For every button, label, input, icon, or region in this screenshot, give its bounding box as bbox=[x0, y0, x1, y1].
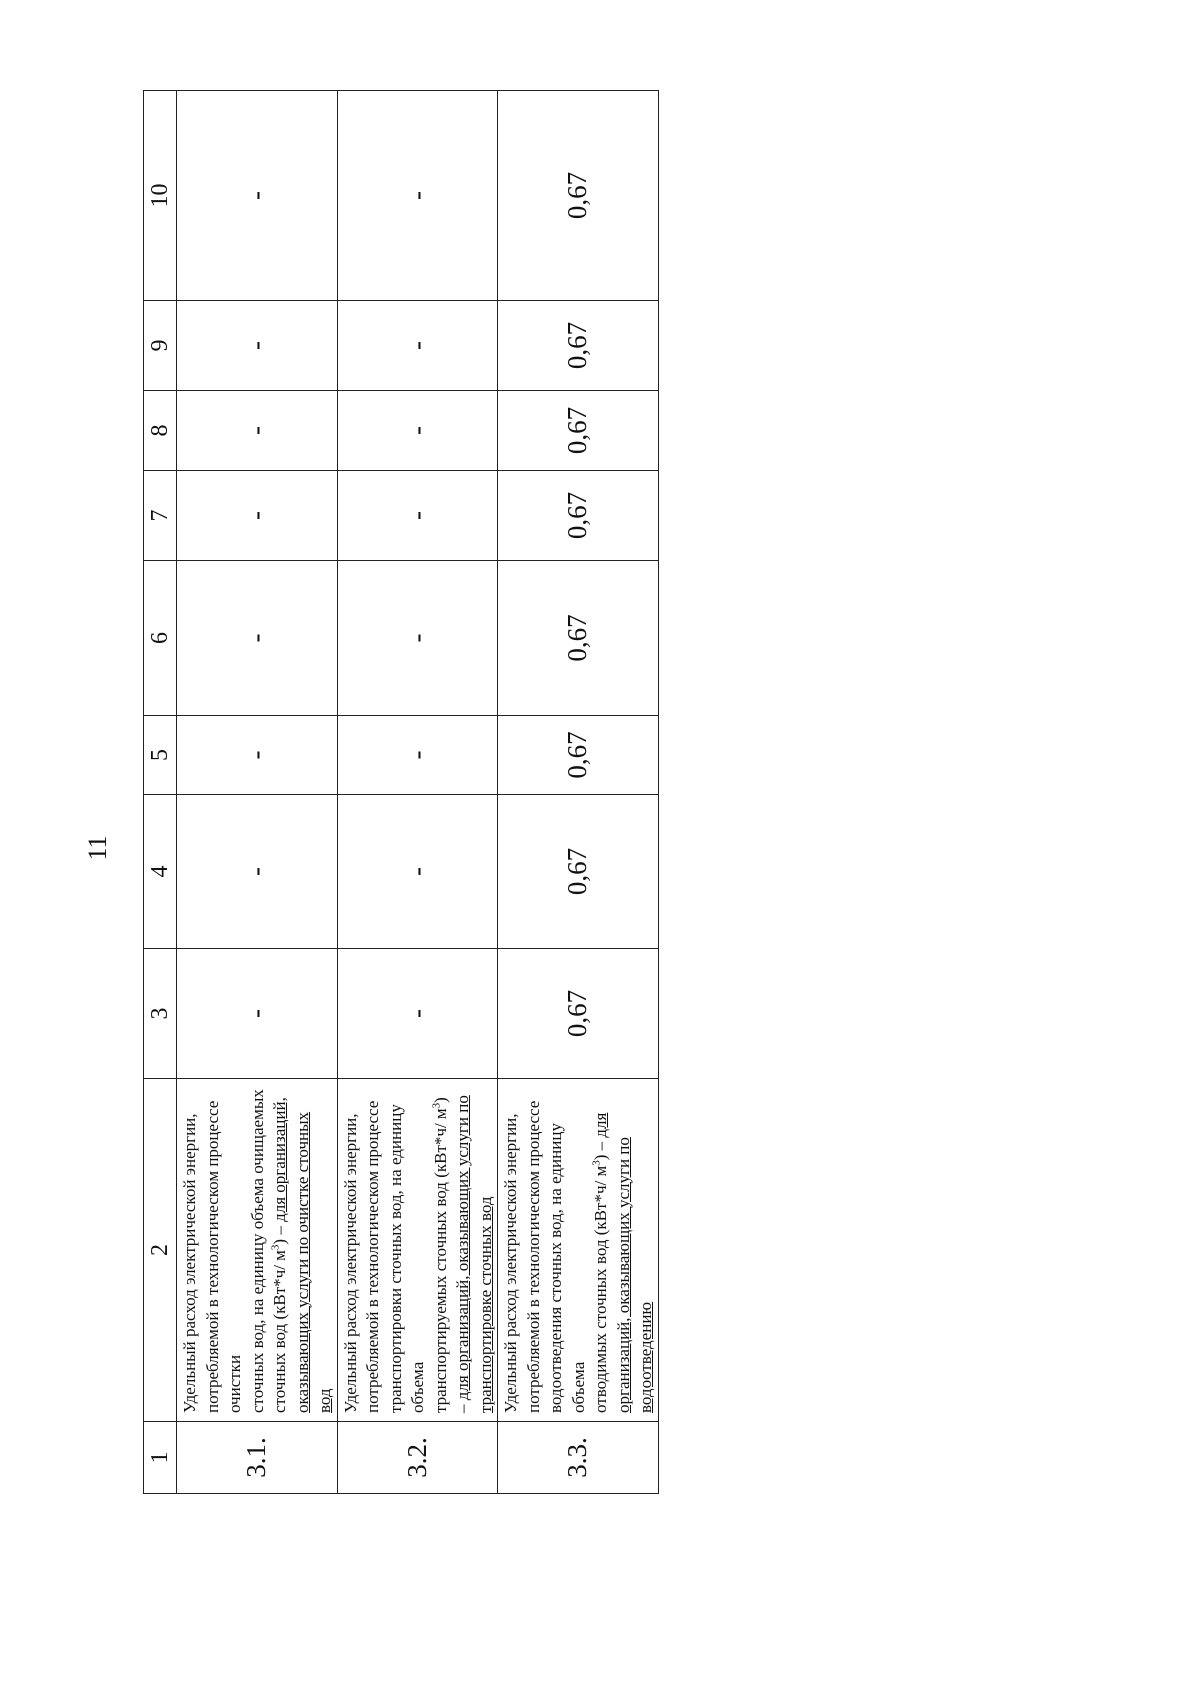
value-cell: - bbox=[337, 391, 498, 471]
value-cell: - bbox=[177, 471, 338, 561]
desc-line: потребляемой в технологическом процессе bbox=[523, 1100, 543, 1413]
desc-line: потребляемой в технологическом процессе очистки bbox=[202, 1100, 244, 1413]
header-row bbox=[144, 91, 177, 1494]
value-cell: 0,67 bbox=[498, 91, 659, 301]
desc-text: ) – bbox=[591, 1137, 610, 1161]
value-cell: - bbox=[337, 91, 498, 301]
row-number: 3.2. bbox=[337, 1422, 498, 1494]
value-cell: 0,67 bbox=[498, 391, 659, 471]
value-cell: 0,67 bbox=[498, 301, 659, 391]
desc-text: отводимых сточных вод (кВт*ч/ м bbox=[591, 1165, 610, 1413]
indicator-table bbox=[143, 90, 659, 1494]
value-cell: - bbox=[177, 716, 338, 795]
row-description bbox=[498, 1079, 659, 1422]
desc-line: водоотведения сточных вод, на единицу объема bbox=[546, 1123, 588, 1413]
desc-line: транспортировки сточных вод, на единицу объема bbox=[385, 1104, 427, 1413]
value-cell: - bbox=[177, 949, 338, 1079]
value-cell: 0,67 bbox=[498, 471, 659, 561]
value-cell: - bbox=[337, 301, 498, 391]
value-cell: - bbox=[177, 91, 338, 301]
desc-line: потребляемой в технологическом процессе bbox=[363, 1100, 382, 1413]
value-cell: - bbox=[337, 716, 498, 795]
page-number: 11 bbox=[83, 835, 112, 861]
header-cell: 1 bbox=[144, 1422, 177, 1494]
desc-underlined: для организаций, оказывающих услуги по очистке сточных вод bbox=[270, 1097, 334, 1413]
unit-superscript: 3 bbox=[590, 1160, 603, 1166]
row-description bbox=[177, 1079, 338, 1422]
value-cell: - bbox=[177, 795, 338, 949]
desc-text: ) – bbox=[270, 1221, 289, 1245]
table-row bbox=[498, 91, 659, 1494]
value-cell: 0,67 bbox=[498, 949, 659, 1079]
table-row bbox=[337, 91, 498, 1494]
desc-line: Удельный расход электрической энергии, bbox=[501, 1113, 520, 1413]
desc-underlined: для организаций, оказывающих услуги по водоотведению bbox=[591, 1112, 655, 1413]
value-cell: - bbox=[337, 561, 498, 716]
value-cell: - bbox=[177, 561, 338, 716]
unit-superscript: 3 bbox=[429, 1102, 442, 1109]
header-cell: 5 bbox=[144, 716, 177, 795]
table-wrapper bbox=[143, 91, 655, 1494]
row-description bbox=[337, 1079, 498, 1422]
value-cell: 0,67 bbox=[498, 795, 659, 949]
desc-underlined: для организаций, оказывающих услуги по транспортировке сточных вод bbox=[453, 1095, 495, 1413]
value-cell: - bbox=[177, 391, 338, 471]
header-cell: 6 bbox=[144, 561, 177, 716]
table-row bbox=[177, 91, 338, 1494]
desc-line: сточных вод, на единицу объема очищаемых bbox=[247, 1089, 267, 1413]
header-cell: 8 bbox=[144, 391, 177, 471]
header-cell: 3 bbox=[144, 949, 177, 1079]
value-cell: - bbox=[177, 301, 338, 391]
desc-line: Удельный расход электрической энергии, bbox=[180, 1113, 199, 1413]
value-cell: - bbox=[337, 949, 498, 1079]
row-number: 3.1. bbox=[177, 1422, 338, 1494]
value-cell: - bbox=[337, 795, 498, 949]
value-cell: 0,67 bbox=[498, 561, 659, 716]
value-cell: 0,67 bbox=[498, 716, 659, 795]
desc-text: транспортируемых сточных вод (кВт*ч/ м bbox=[430, 1108, 450, 1413]
header-cell: 4 bbox=[144, 795, 177, 949]
desc-text: ) – bbox=[430, 1097, 472, 1413]
row-number: 3.3. bbox=[498, 1422, 659, 1494]
unit-superscript: 3 bbox=[269, 1244, 282, 1251]
value-cell: - bbox=[337, 471, 498, 561]
desc-text: сточных вод (кВт*ч/ м bbox=[270, 1250, 289, 1413]
header-cell: 10 bbox=[144, 91, 177, 301]
header-cell: 9 bbox=[144, 301, 177, 391]
desc-line: Удельный расход электрической энергии, bbox=[340, 1113, 360, 1413]
header-cell: 2 bbox=[144, 1079, 177, 1422]
header-cell: 7 bbox=[144, 471, 177, 561]
